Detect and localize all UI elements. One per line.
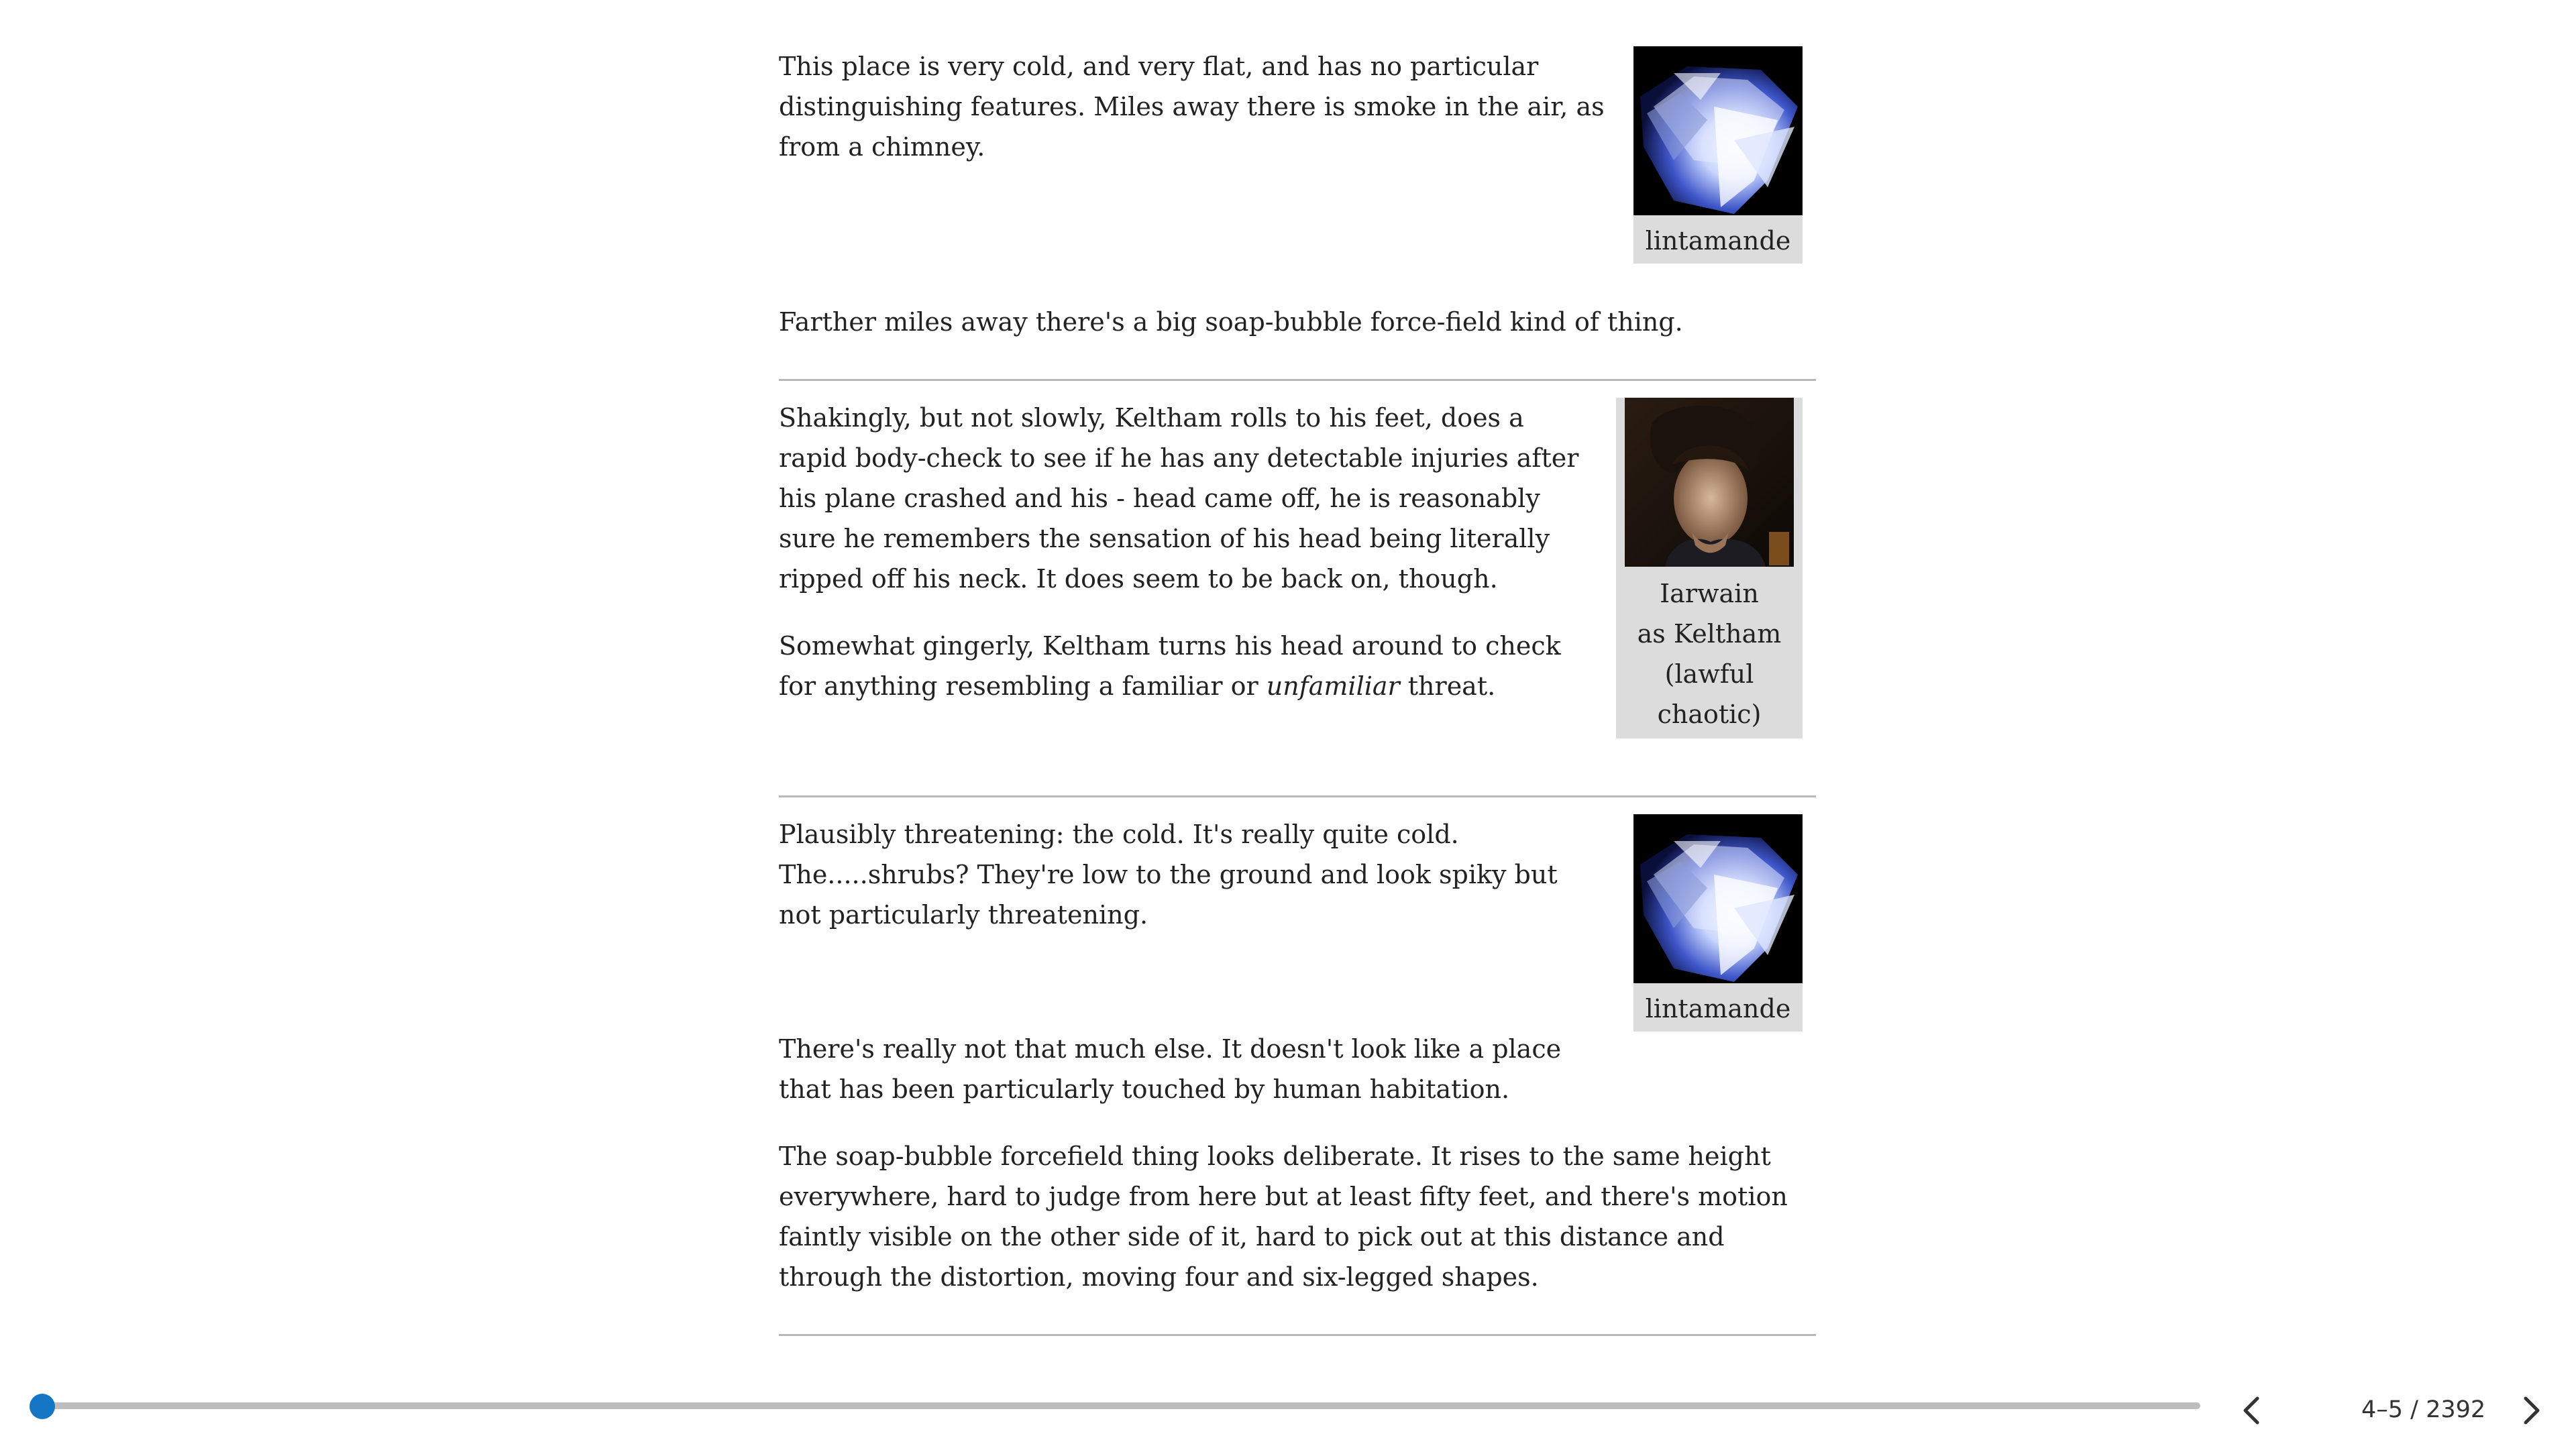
diamond-icon[interactable] (1633, 814, 1803, 983)
diamond-icon[interactable] (1633, 46, 1803, 215)
paragraph: Plausibly threatening: the cold. It's really quite cold. The.....shrubs? They're low to the ground and look spiky but not particularly threatening. (779, 820, 1558, 930)
post (779, 0, 1816, 381)
character-name[interactable]: lintamande (1645, 994, 1791, 1023)
prev-page-button[interactable] (2227, 1387, 2274, 1434)
emphasis-text: unfamiliar (1266, 671, 1400, 701)
caption-line: Iarwain (1660, 579, 1759, 608)
post-reader (779, 0, 1816, 1336)
post-icon-box (1633, 46, 1803, 264)
chevron-left-icon (2239, 1394, 2263, 1427)
text-segment: threat. (1399, 671, 1496, 701)
post-icon-box (1633, 814, 1803, 1032)
paragraph: Farther miles away there's a big soap-bubble force-field kind of thing. (779, 307, 1683, 337)
caption-line: as Keltham (1637, 619, 1782, 649)
text-segment: Somewhat gingerly, Keltham turns his head around to check for anything resembling a familiar or (779, 631, 1561, 701)
chevron-right-icon (2520, 1394, 2544, 1427)
post-icon-box (1616, 398, 1803, 738)
paragraph: Shakingly, but not slowly, Keltham rolls to his feet, does a rapid body-check to see if he has any detectable injuries after his plane crashed and his - head came off, he is reasonably sure he remembers the sensation of his head being literally ripped off his neck. It does seem to be back on, though. (779, 403, 1579, 594)
paragraph: This place is very cold, and very flat, and has no particular distinguishing features. Miles away there is smoke in the air, as from a chimney. (779, 52, 1605, 162)
page-counter: 4–5 / 2392 (2361, 1396, 2486, 1423)
reader-navbar (0, 1375, 2576, 1444)
post (779, 797, 1816, 1336)
caption-line: (lawful chaotic) (1657, 659, 1762, 729)
progress-slider[interactable] (42, 1402, 2200, 1409)
progress-slider-thumb[interactable] (30, 1394, 55, 1419)
character-name[interactable] (1616, 567, 1803, 738)
paragraph: The soap-bubble forcefield thing looks deliberate. It rises to the same height everywhere, hard to judge from here but at least fifty feet, and there's motion faintly visible on the other side of it, hard to pick out at this distance and through the distortion, moving four and six-legged shapes. (779, 1142, 1788, 1292)
paragraph: There's really not that much else. It doesn't look like a place that has been particularly touched by human habitation. (779, 1034, 1562, 1104)
character-name[interactable]: lintamande (1645, 226, 1791, 256)
next-page-button[interactable] (2509, 1387, 2556, 1434)
post (779, 381, 1816, 797)
portrait-icon[interactable] (1625, 398, 1794, 567)
